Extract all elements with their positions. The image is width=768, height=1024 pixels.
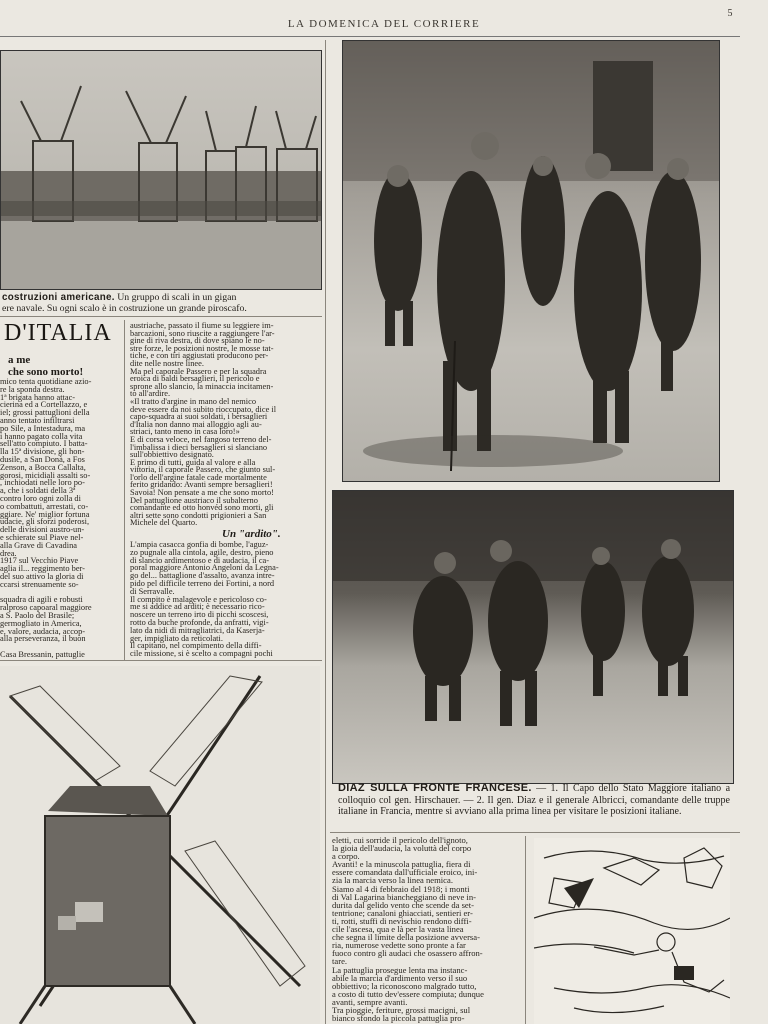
article-line: L'ampia casacca gonfia di bombe, l'aguz- [130,541,269,549]
article-line: Michele del Quarto. [130,518,198,528]
article-line: e, valore, audacia, accop- [0,626,86,636]
swimmer-illustration [534,838,730,1024]
article-line: Savoia! Non pensate a me che sono morto! [130,488,274,498]
article-line: ralproso capoaral maggiore [0,603,92,613]
article-line: 1917 sul Vecchio Piave [0,556,79,566]
column-rule [325,40,326,1024]
article-line: eletti, cui sorride il pericolo dell'ignoto, [332,836,468,845]
article-line: udacie, gli sforzi poderosi, [0,517,90,527]
page-number: 5 [727,8,734,19]
article-line: 1ª brigata hanno attac- [0,392,76,402]
article-line: vittoria, il caporale Passero, che giunto sul- [130,465,276,475]
article-line: di slancio ardimentoso e di audacia, il ca- [130,555,270,565]
article-line: pido pel difficile terreno dei Fortini, a nord [130,578,275,588]
article-column-2b [130,541,324,659]
article-line: delle divisioni austro-un- [0,525,85,535]
shipyard-caption [2,292,322,314]
article-line: stre forze, le posizioni nostre, le mosse tat- [130,343,274,353]
swimmer-cartoon [534,838,730,1024]
shipyard-illustration [1,51,321,289]
article-line: durita dal gelido vento che scende da set- [332,899,474,910]
article-line: alla perseveranza, il buon [0,634,86,644]
article-line: E primo di tutti, guida al valore e alla [130,457,256,467]
article-line: fuoco contro gli audaci che osassero affron- [332,948,483,959]
article-line: barcazioni, sono riuscite a raggiungere l'ar- [130,328,275,338]
article-line: di Val Lagarina biancheggiano di neve in- [332,891,476,902]
article-line: rotto da buche profonde, da anfratti, vigi- [130,617,269,627]
article-line: abile la marcia d'ardimento verso il suo [332,972,468,983]
article-line: re la sponda destra. [0,384,65,394]
article-line: tiche, e con tiri aggiustati producono per- [130,351,269,361]
article-line: drea. [0,548,17,558]
article-line: d'Italia non danno mai alloggio agli au- [130,419,262,429]
article-line: go del... battaglione d'assalto, avanza intre- [130,571,275,581]
article-line: Tra pioggie, feriture, grossi macigni, sul [332,1004,471,1015]
article-line: comandante ed otto honvéd sono morti, gli [130,503,274,513]
article-line: Del pattuglione austriaco il subalterno [130,495,258,505]
article-line: Zenson, a Bocca Callalta, [0,462,86,472]
article-line: mico tenta quotidiane azio- [0,378,92,386]
article-line: l'orlo dell'argine fatale cade mortalmente [130,472,267,482]
article-line: a corpo. [332,851,360,862]
article-line: zo pugnale alla cintola, agile, destro, pieno [130,547,274,557]
article-line: ccarsi strenuamente so- [0,579,79,589]
diaz-caption-text: — 1. Il Capo dello Stato Maggiore italiano a colloquio col gen. Hirschauer. — 2. Il gen. Diaz e il generale Albricci, comandante delle truppe italiane in Francia, mentre si avviano alla prima linea per visitare le posizioni italiane. [338,783,731,817]
article-headline: D'ITALIA [4,320,112,346]
article-line: Il compito è malagevole e pericoloso co- [130,594,267,604]
article-line: i hanno pagato colla vita [0,431,83,441]
column-rule [330,832,740,833]
article-line: lla 15ª divisione, gli hon- [0,447,85,457]
diaz-caption [338,783,730,818]
article-line: tentrione; canaloni ghiacciati, sentieri er- [332,907,473,918]
shipyard-caption-title: costruzioni americane. [2,292,115,303]
article-line: austriache, passato il fiume su leggiere im- [130,322,274,330]
diaz-photo-1 [342,40,720,482]
article-line: ferito gridando: Avanti sempre bersaglieri! [130,480,273,490]
article-subhead-2: che sono morto! [8,366,84,378]
article-line: cile missione, si è scelto a compagni pochi [130,649,273,659]
marching-illustration [333,491,733,783]
article-line: , inchiodati nelle loro po- [0,478,85,488]
article-line: Ma pel caporale Passero e per la squadra [130,366,267,376]
column-rule [525,836,526,1024]
article-line: a S. Paolo del Brasile; [0,610,75,620]
article-line: avanti, sempre avanti. [332,996,408,1007]
article-line: sprone allo slancio, la minaccia incitamen- [130,381,274,391]
article-line: Siamo al 4 di febbraio del 1918; i monti [332,883,470,894]
column-rule [124,320,125,660]
article-line: ggiare. Ne' miglior fortuna [0,509,90,519]
column-rule [0,316,322,317]
shipyard-caption-line1: Un gruppo di scali in un gigan [114,292,237,303]
article-line: sell'atto compiuto. I batta- [0,439,88,449]
windmill-illustration [0,666,320,1024]
article-line: lato da nidi di mitragliatrici, da Kaserja- [130,625,265,635]
article-line: Avanti! e la minuscola pattuglia, fiera di [332,859,471,870]
article-line: cile l'ascesa, qua e là per la vasta linea [332,924,464,935]
article-line: cierina ed a Cortellazzo, e [0,400,88,410]
article-line: l'imbalissa i dieci bersaglieri si slanciano [130,442,268,452]
article-line: deve essere da noi subito rioccupato, dice il [130,404,277,414]
article-line: germogliato in America, [0,618,82,628]
article-line: obbiettivo; la riconoscono malgrado tutto, [332,980,477,991]
windmill-photo [0,666,320,1024]
article-line: ti, rotti, stuffi di nevischio rendono diffi- [332,915,472,926]
article-line: del suo attivo la gloria di [0,571,84,581]
article-subhead-1: a me [8,354,31,366]
article-column-2 [130,322,324,528]
article-line: poral maggiore Antonio Angeloni da Legna- [130,563,279,573]
article-subhead-ardito: Un "ardito". [222,528,281,540]
article-line: striaci, tanto meno in casa loro!» [130,427,240,437]
article-line: zia la marcia verso la linea nemica. [332,875,453,886]
article-line: iel; grossi pattuglioni della [0,408,90,418]
article-line: noscere un terreno irto di picchi scoscesi, [130,610,269,620]
article-line: Il capitano, nel compimento della diffi- [130,641,262,651]
bottom-article-column [332,836,520,1024]
officers-illustration [343,41,719,481]
article-line: Casa Bressanin, pattuglie [0,649,85,659]
article-line: bianco sfondo la piccola pattuglia pro- [332,1013,465,1024]
article-line: contro loro ogni zolla di [0,493,81,503]
masthead-rule [0,36,740,37]
article-line: La pattuglia prosegue lenta ma instanc- [332,964,468,975]
article-line: la gioia dell'audacia, la voluttà del corpo [332,843,472,854]
article-line: anno tentato infiltrarsi [0,415,75,425]
article-line: capo-squadra ai suoi soldati, i bersaglieri [130,412,268,422]
article-line: me si addice ad arditi; è necessario rico- [130,602,265,612]
article-line: ria, numerose vedette sono pronte a far [332,940,466,951]
article-line: e schierate sul Piave nel- [0,532,84,542]
article-line: dusile, a San Donà, a Fos [0,454,85,464]
article-line: eroica di baldi bersaglieri, il pericolo e [130,374,260,384]
article-line: aglia il... reggimento ber- [0,564,85,574]
article-line: gorosi, micidiali assalti so- [0,470,91,480]
article-line: po Sile, a Intestadura, ma [0,423,86,433]
diaz-photo-2 [332,490,734,784]
article-line: E di corsa veloce, nel fangoso terreno del- [130,434,272,444]
article-line: a costo di tutto dev'essere compiuta; dunque [332,988,484,999]
article-line: «Il tratto d'argine in mano del nemico [130,396,257,406]
article-line: gine di riva destra, di dove spiano le no- [130,336,265,346]
article-line: di Serravalle. [130,586,175,596]
article-line: to all'ardire. [130,389,171,399]
article-line: dite nelle nostre linee. [130,358,204,368]
diaz-caption-title: DIAZ SULLA FRONTE FRANCESE. [338,782,532,794]
article-line: tare. [332,956,348,967]
article-line: a, che i soldati della 3ª [0,486,76,496]
article-line: alla Grave di Cavadina [0,540,77,550]
article-column-1 [0,378,122,660]
column-rule [0,660,322,661]
article-line: altri sette sono condotti prigionieri a San [130,510,267,520]
masthead-title: LA DOMENICA DEL CORRIERE [287,18,481,30]
article-line: che segna il limite della posizione avversa- [332,932,480,943]
article-line: o combattuti, arrestati, co- [0,501,89,511]
shipyard-photo [0,50,322,290]
shipyard-caption-line2: ere navale. Su ogni scalo è in costruzione un grande piroscafo. [2,303,247,314]
article-line: sull'obbiettivo designato. [130,450,214,460]
article-line: essere comandata dall'ufficiale eroico, ini- [332,867,478,878]
article-line: squadra di agili e robusti [0,595,83,605]
article-line: ger, impigliato da reticolati. [130,633,223,643]
